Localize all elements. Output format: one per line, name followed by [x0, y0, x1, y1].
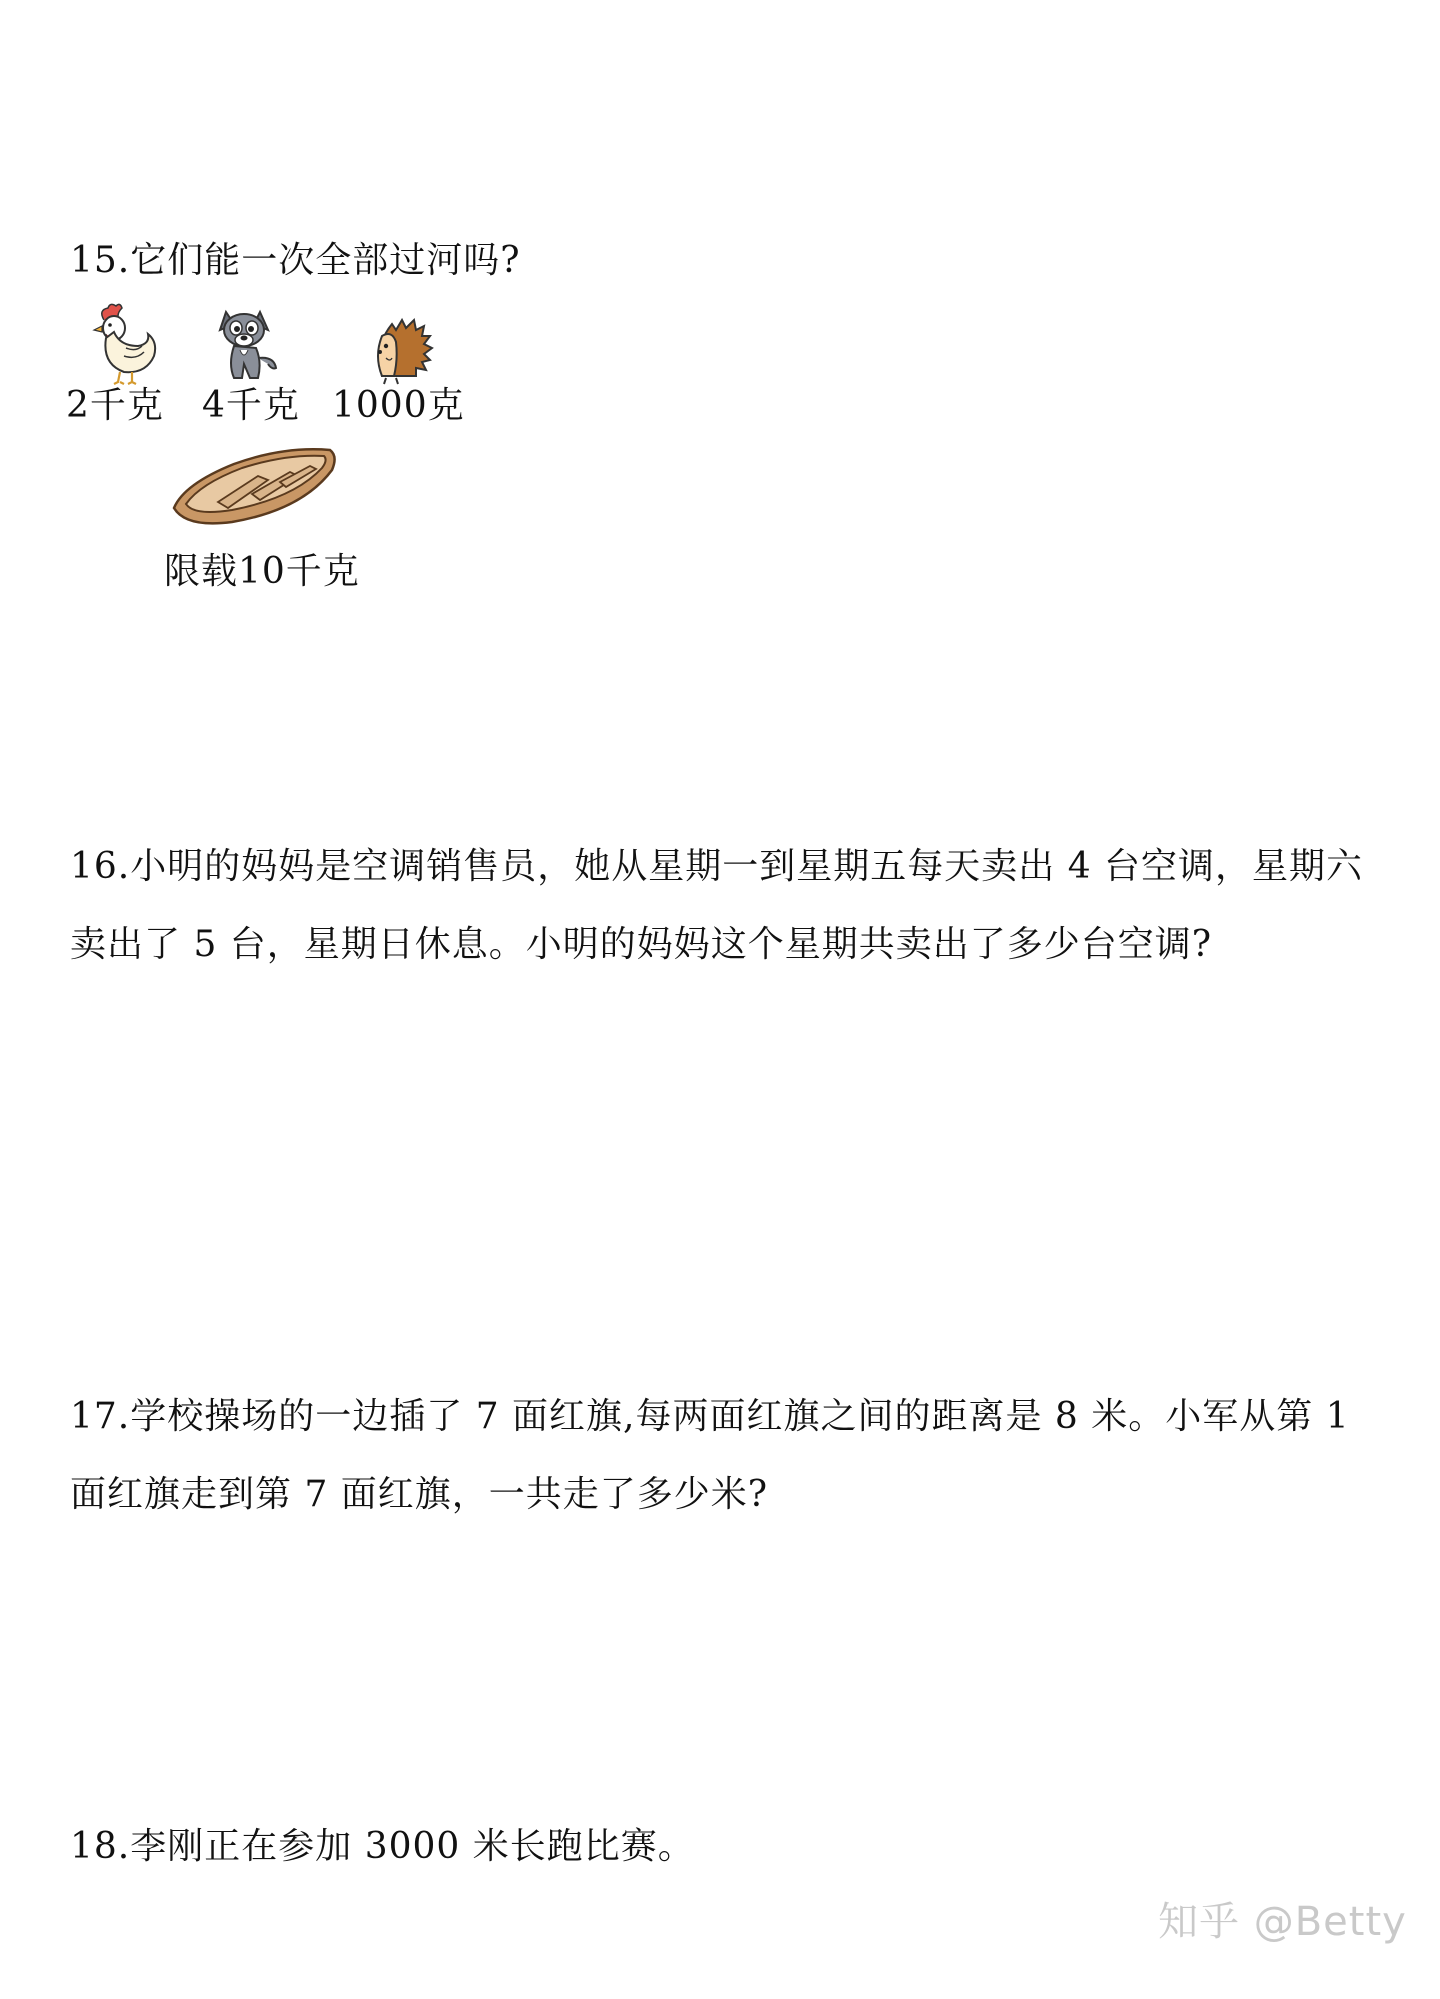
boat-capacity-label: 限载10千克	[164, 551, 360, 592]
dog-icon	[204, 298, 294, 388]
zhihu-watermark: 知乎 @Betty	[1158, 1899, 1407, 1945]
chicken-icon	[76, 298, 166, 388]
hedgehog-icon	[356, 298, 446, 388]
boat-icon	[168, 446, 338, 536]
chicken-weight-label: 2千克	[66, 385, 164, 426]
question-17: 17.学校操场的一边插了 7 面红旗,每两面红旗之间的距离是 8 米。小军从第 1 面红旗走到第 7 面红旗，一共走了多少米?	[70, 1396, 1350, 1515]
hedgehog-weight-label: 1000克	[332, 385, 465, 426]
question-18: 18.李刚正在参加 3000 米长跑比赛。	[70, 1826, 695, 1867]
question-15: 15.它们能一次全部过河吗?	[70, 240, 521, 281]
question-16: 16.小明的妈妈是空调销售员，她从星期一到星期五每天卖出 4 台空调，星期六卖出了 5 台，星期日休息。小明的妈妈这个星期共卖出了多少台空调?	[70, 846, 1364, 965]
dog-weight-label: 4千克	[202, 385, 300, 426]
